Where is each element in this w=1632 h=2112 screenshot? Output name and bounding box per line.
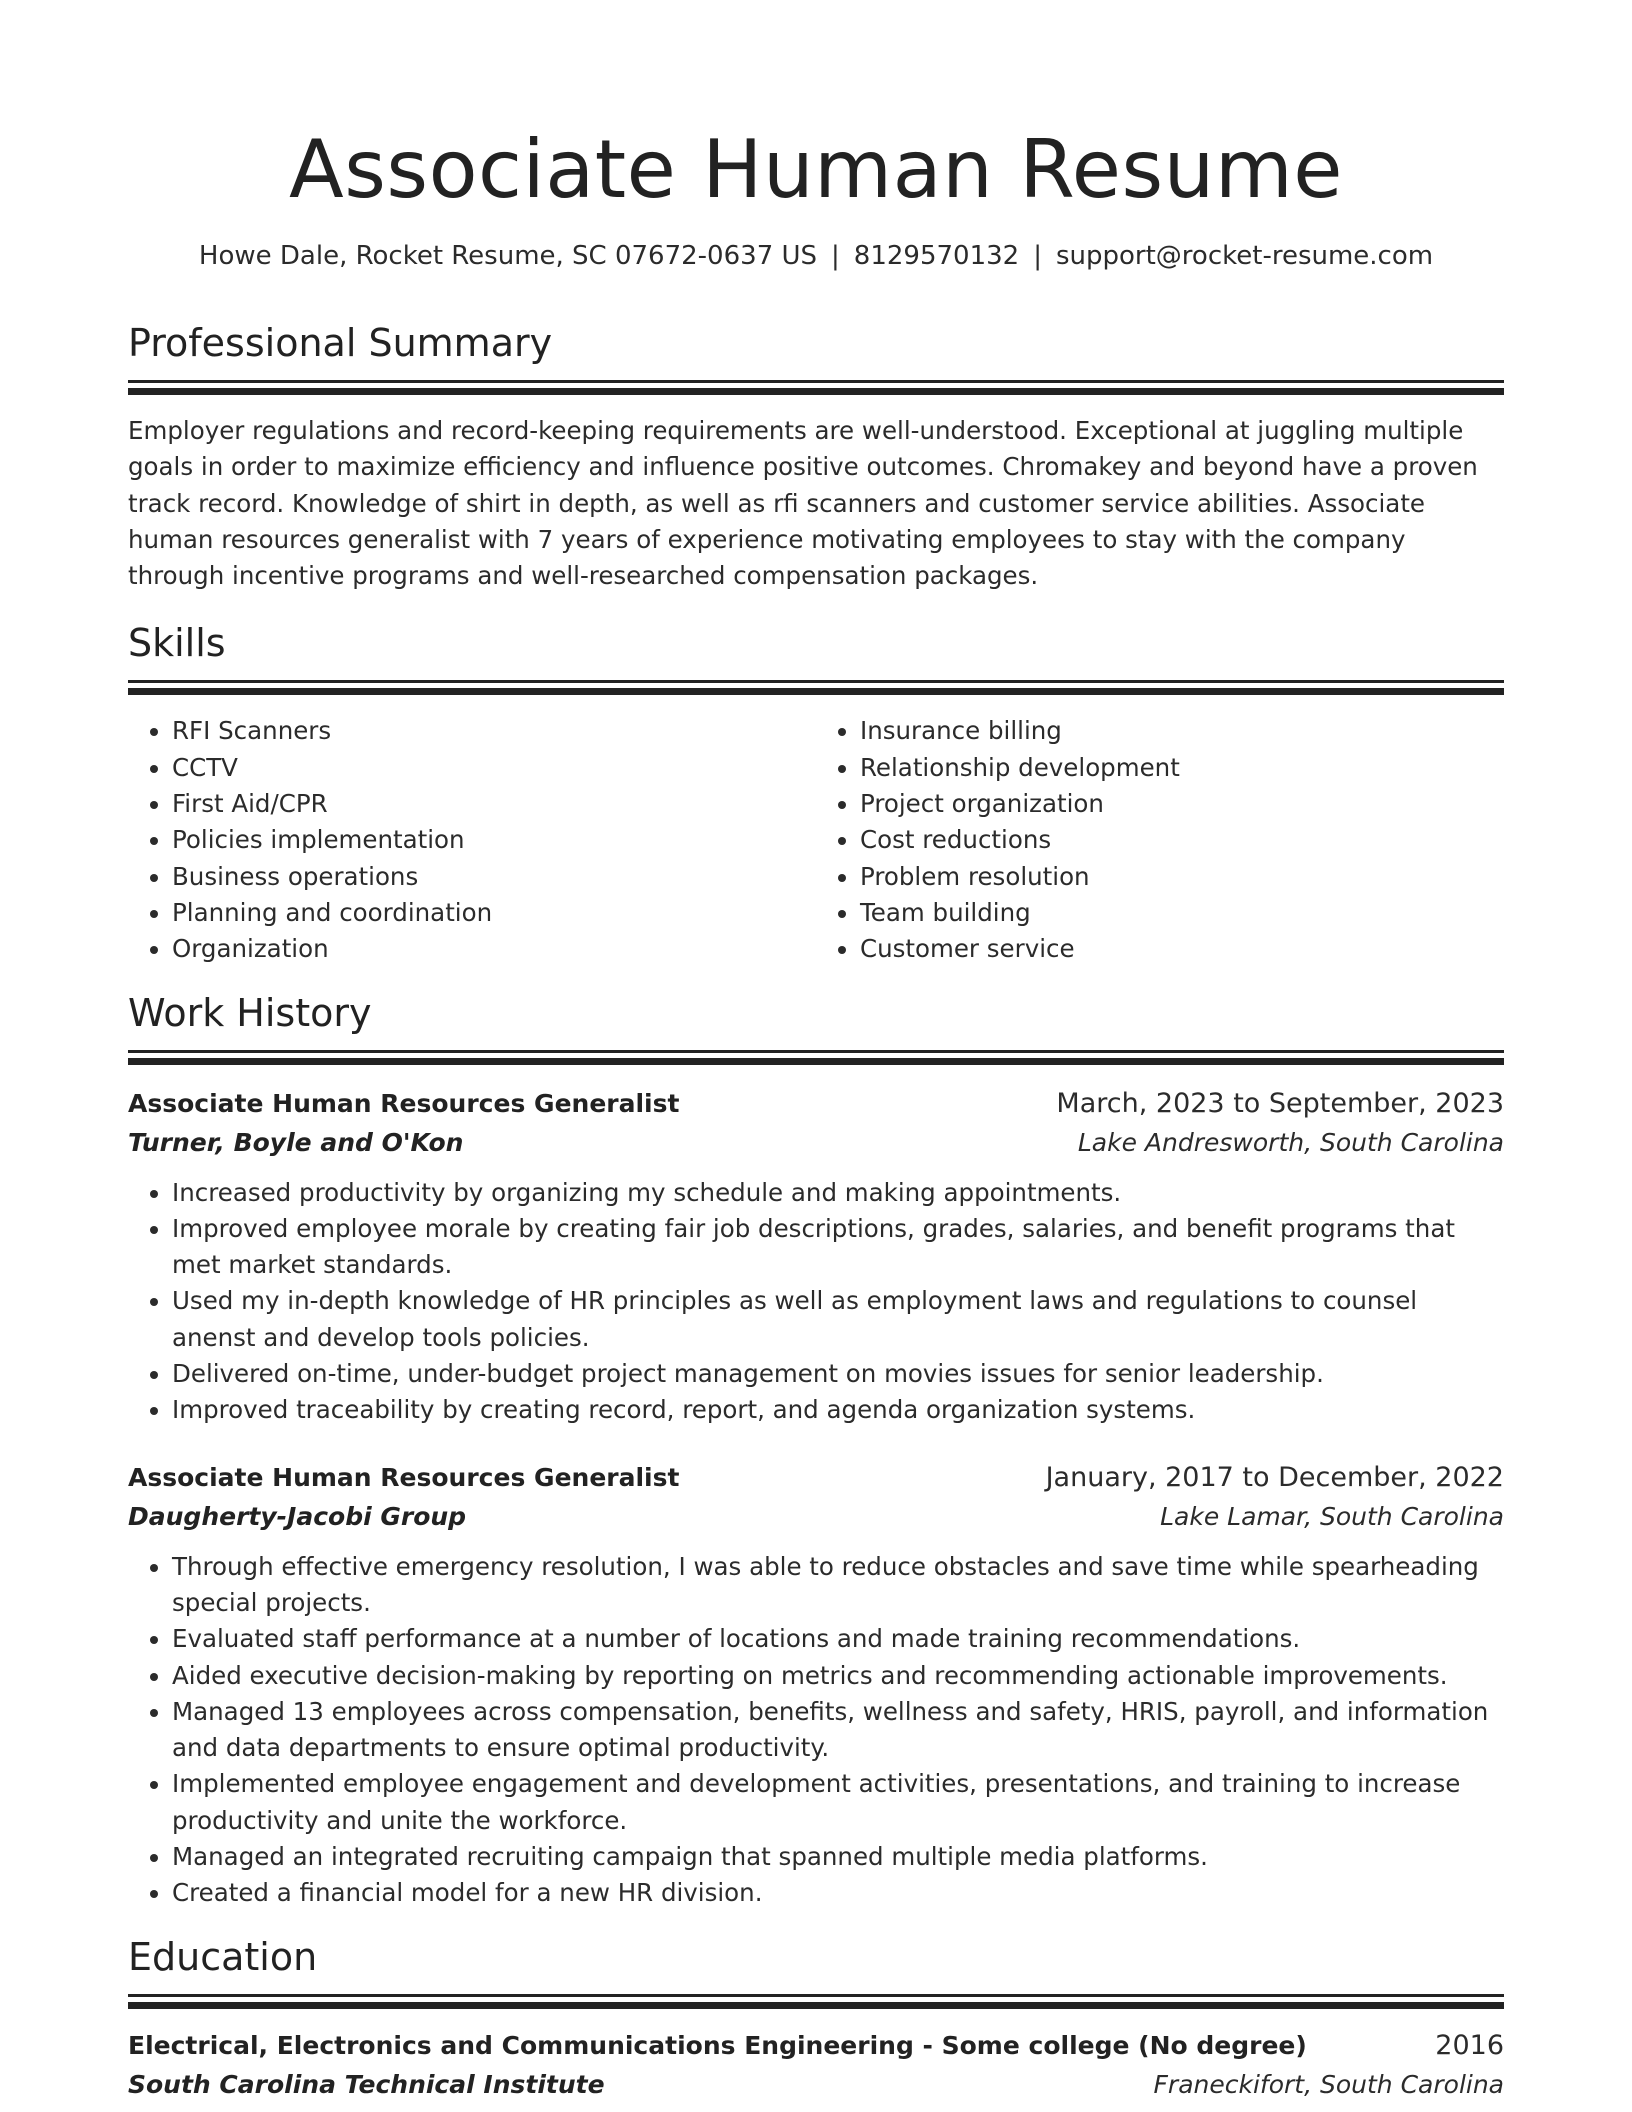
section-rule bbox=[128, 380, 1504, 383]
skill-item: • Business operations bbox=[172, 859, 816, 895]
education-year: 2016 bbox=[1435, 2029, 1504, 2061]
job-bullet: • Through effective emergency resolution, I was able to reduce obstacles and save time while spearheading special projects. bbox=[172, 1549, 1504, 1622]
job-header bbox=[128, 1459, 1504, 1497]
section-rule-thick bbox=[128, 2002, 1504, 2009]
section-heading: Professional Summary bbox=[128, 321, 553, 365]
skill-item: • Planning and coordination bbox=[172, 895, 816, 931]
job-entry bbox=[128, 1459, 1504, 1912]
skill-item: • Policies implementation bbox=[172, 822, 816, 858]
education-entry bbox=[128, 2027, 1504, 2105]
skills-section bbox=[128, 620, 1504, 967]
education-location: Franeckifort, South Carolina bbox=[1153, 2069, 1504, 2099]
job-bullet: • Evaluated staff performance at a number of locations and made training recommendations. bbox=[172, 1621, 1504, 1657]
education-header bbox=[128, 2027, 1504, 2065]
contact-phone: 8129570132 bbox=[853, 241, 1020, 271]
contact-email: support@rocket-resume.com bbox=[1055, 241, 1434, 271]
job-bullet: • Improved employee morale by creating fair job descriptions, grades, salaries, and benefit programs that met market standards. bbox=[172, 1211, 1504, 1284]
job-subheader bbox=[128, 1123, 1504, 1163]
contact-address: Howe Dale, Rocket Resume, SC 07672-0637 US bbox=[198, 241, 818, 271]
job-title: Associate Human Resources Generalist bbox=[128, 1088, 680, 1118]
job-dates: March, 2023 to September, 2023 bbox=[1056, 1087, 1504, 1119]
section-rule-thick bbox=[128, 388, 1504, 395]
section-rule bbox=[128, 1994, 1504, 1997]
job-bullets bbox=[128, 1175, 1504, 1429]
skills-column-left bbox=[128, 713, 816, 967]
section-heading: Work History bbox=[128, 990, 372, 1035]
summary-text: Employer regulations and record-keeping requirements are well-understood. Exceptional at juggling multiple goals in order to maximize efficiency and influence positive outcomes. Chromakey and beyond have a proven track record. Knowledge of shirt in depth, as well as rfi scanners and customer service abilities. Associate human resources generalist with 7 years of experience motivating employees to stay with the company through incentive programs and well-researched compensation packages. bbox=[128, 416, 1478, 591]
contact-separator: | bbox=[1033, 241, 1042, 271]
education-subheader bbox=[128, 2065, 1504, 2105]
work-history-section bbox=[128, 990, 1504, 1912]
education-section bbox=[128, 1934, 1504, 2105]
resume-title: Associate Human Resume bbox=[289, 123, 1343, 216]
job-bullet: • Managed 13 employees across compensation, benefits, wellness and safety, HRIS, payroll, and information and data departments to ensure optimal productivity. bbox=[172, 1694, 1504, 1767]
education-school: South Carolina Technical Institute bbox=[128, 2069, 605, 2099]
skill-item: • CCTV bbox=[172, 750, 816, 786]
job-bullet: • Used my in-depth knowledge of HR principles as well as employment laws and regulations to counsel anenst and develop tools policies. bbox=[172, 1283, 1504, 1356]
job-entry bbox=[128, 1085, 1504, 1429]
skill-item: • Relationship development bbox=[860, 750, 1504, 786]
section-rule bbox=[128, 680, 1504, 683]
contact-line bbox=[128, 240, 1504, 272]
skills-list bbox=[128, 713, 1504, 967]
job-location: Lake Lamar, South Carolina bbox=[1160, 1501, 1504, 1531]
summary-section bbox=[128, 320, 1504, 594]
skill-item: • First Aid/CPR bbox=[172, 786, 816, 822]
skill-item: • Customer service bbox=[860, 931, 1504, 967]
job-company: Turner, Boyle and O'Kon bbox=[128, 1127, 464, 1157]
skills-column-right bbox=[816, 713, 1504, 967]
skill-item: • RFI Scanners bbox=[172, 713, 816, 749]
section-heading: Education bbox=[128, 1934, 318, 1979]
resume-page bbox=[128, 0, 1504, 2105]
job-bullets bbox=[128, 1549, 1504, 1912]
job-subheader bbox=[128, 1497, 1504, 1537]
job-bullet: • Increased productivity by organizing my schedule and making appointments. bbox=[172, 1175, 1504, 1211]
job-title: Associate Human Resources Generalist bbox=[128, 1462, 680, 1492]
skill-item: • Problem resolution bbox=[860, 859, 1504, 895]
skill-item: • Team building bbox=[860, 895, 1504, 931]
skill-item: • Organization bbox=[172, 931, 816, 967]
job-location: Lake Andresworth, South Carolina bbox=[1077, 1127, 1504, 1157]
skill-item: • Project organization bbox=[860, 786, 1504, 822]
job-company: Daugherty-Jacobi Group bbox=[128, 1501, 467, 1531]
education-degree: Electrical, Electronics and Communications Engineering - Some college (No degree) bbox=[128, 2030, 1307, 2060]
section-rule-thick bbox=[128, 688, 1504, 695]
section-rule-thick bbox=[128, 1058, 1504, 1065]
section-rule bbox=[128, 1050, 1504, 1053]
job-dates: January, 2017 to December, 2022 bbox=[1045, 1461, 1504, 1493]
job-bullet: • Managed an integrated recruiting campaign that spanned multiple media platforms. bbox=[172, 1839, 1504, 1875]
section-heading: Skills bbox=[128, 621, 226, 666]
contact-separator: | bbox=[831, 241, 840, 271]
job-bullet: • Delivered on-time, under-budget project management on movies issues for senior leadership. bbox=[172, 1356, 1504, 1392]
job-bullet: • Created a financial model for a new HR division. bbox=[172, 1875, 1504, 1911]
job-header bbox=[128, 1085, 1504, 1123]
job-bullet: • Improved traceability by creating record, report, and agenda organization systems. bbox=[172, 1392, 1504, 1428]
job-bullet: • Implemented employee engagement and development activities, presentations, and training to increase productivity and unite the workforce. bbox=[172, 1766, 1504, 1839]
skill-item: • Cost reductions bbox=[860, 822, 1504, 858]
job-bullet: • Aided executive decision-making by reporting on metrics and recommending actionable improvements. bbox=[172, 1658, 1504, 1694]
skill-item: • Insurance billing bbox=[860, 713, 1504, 749]
